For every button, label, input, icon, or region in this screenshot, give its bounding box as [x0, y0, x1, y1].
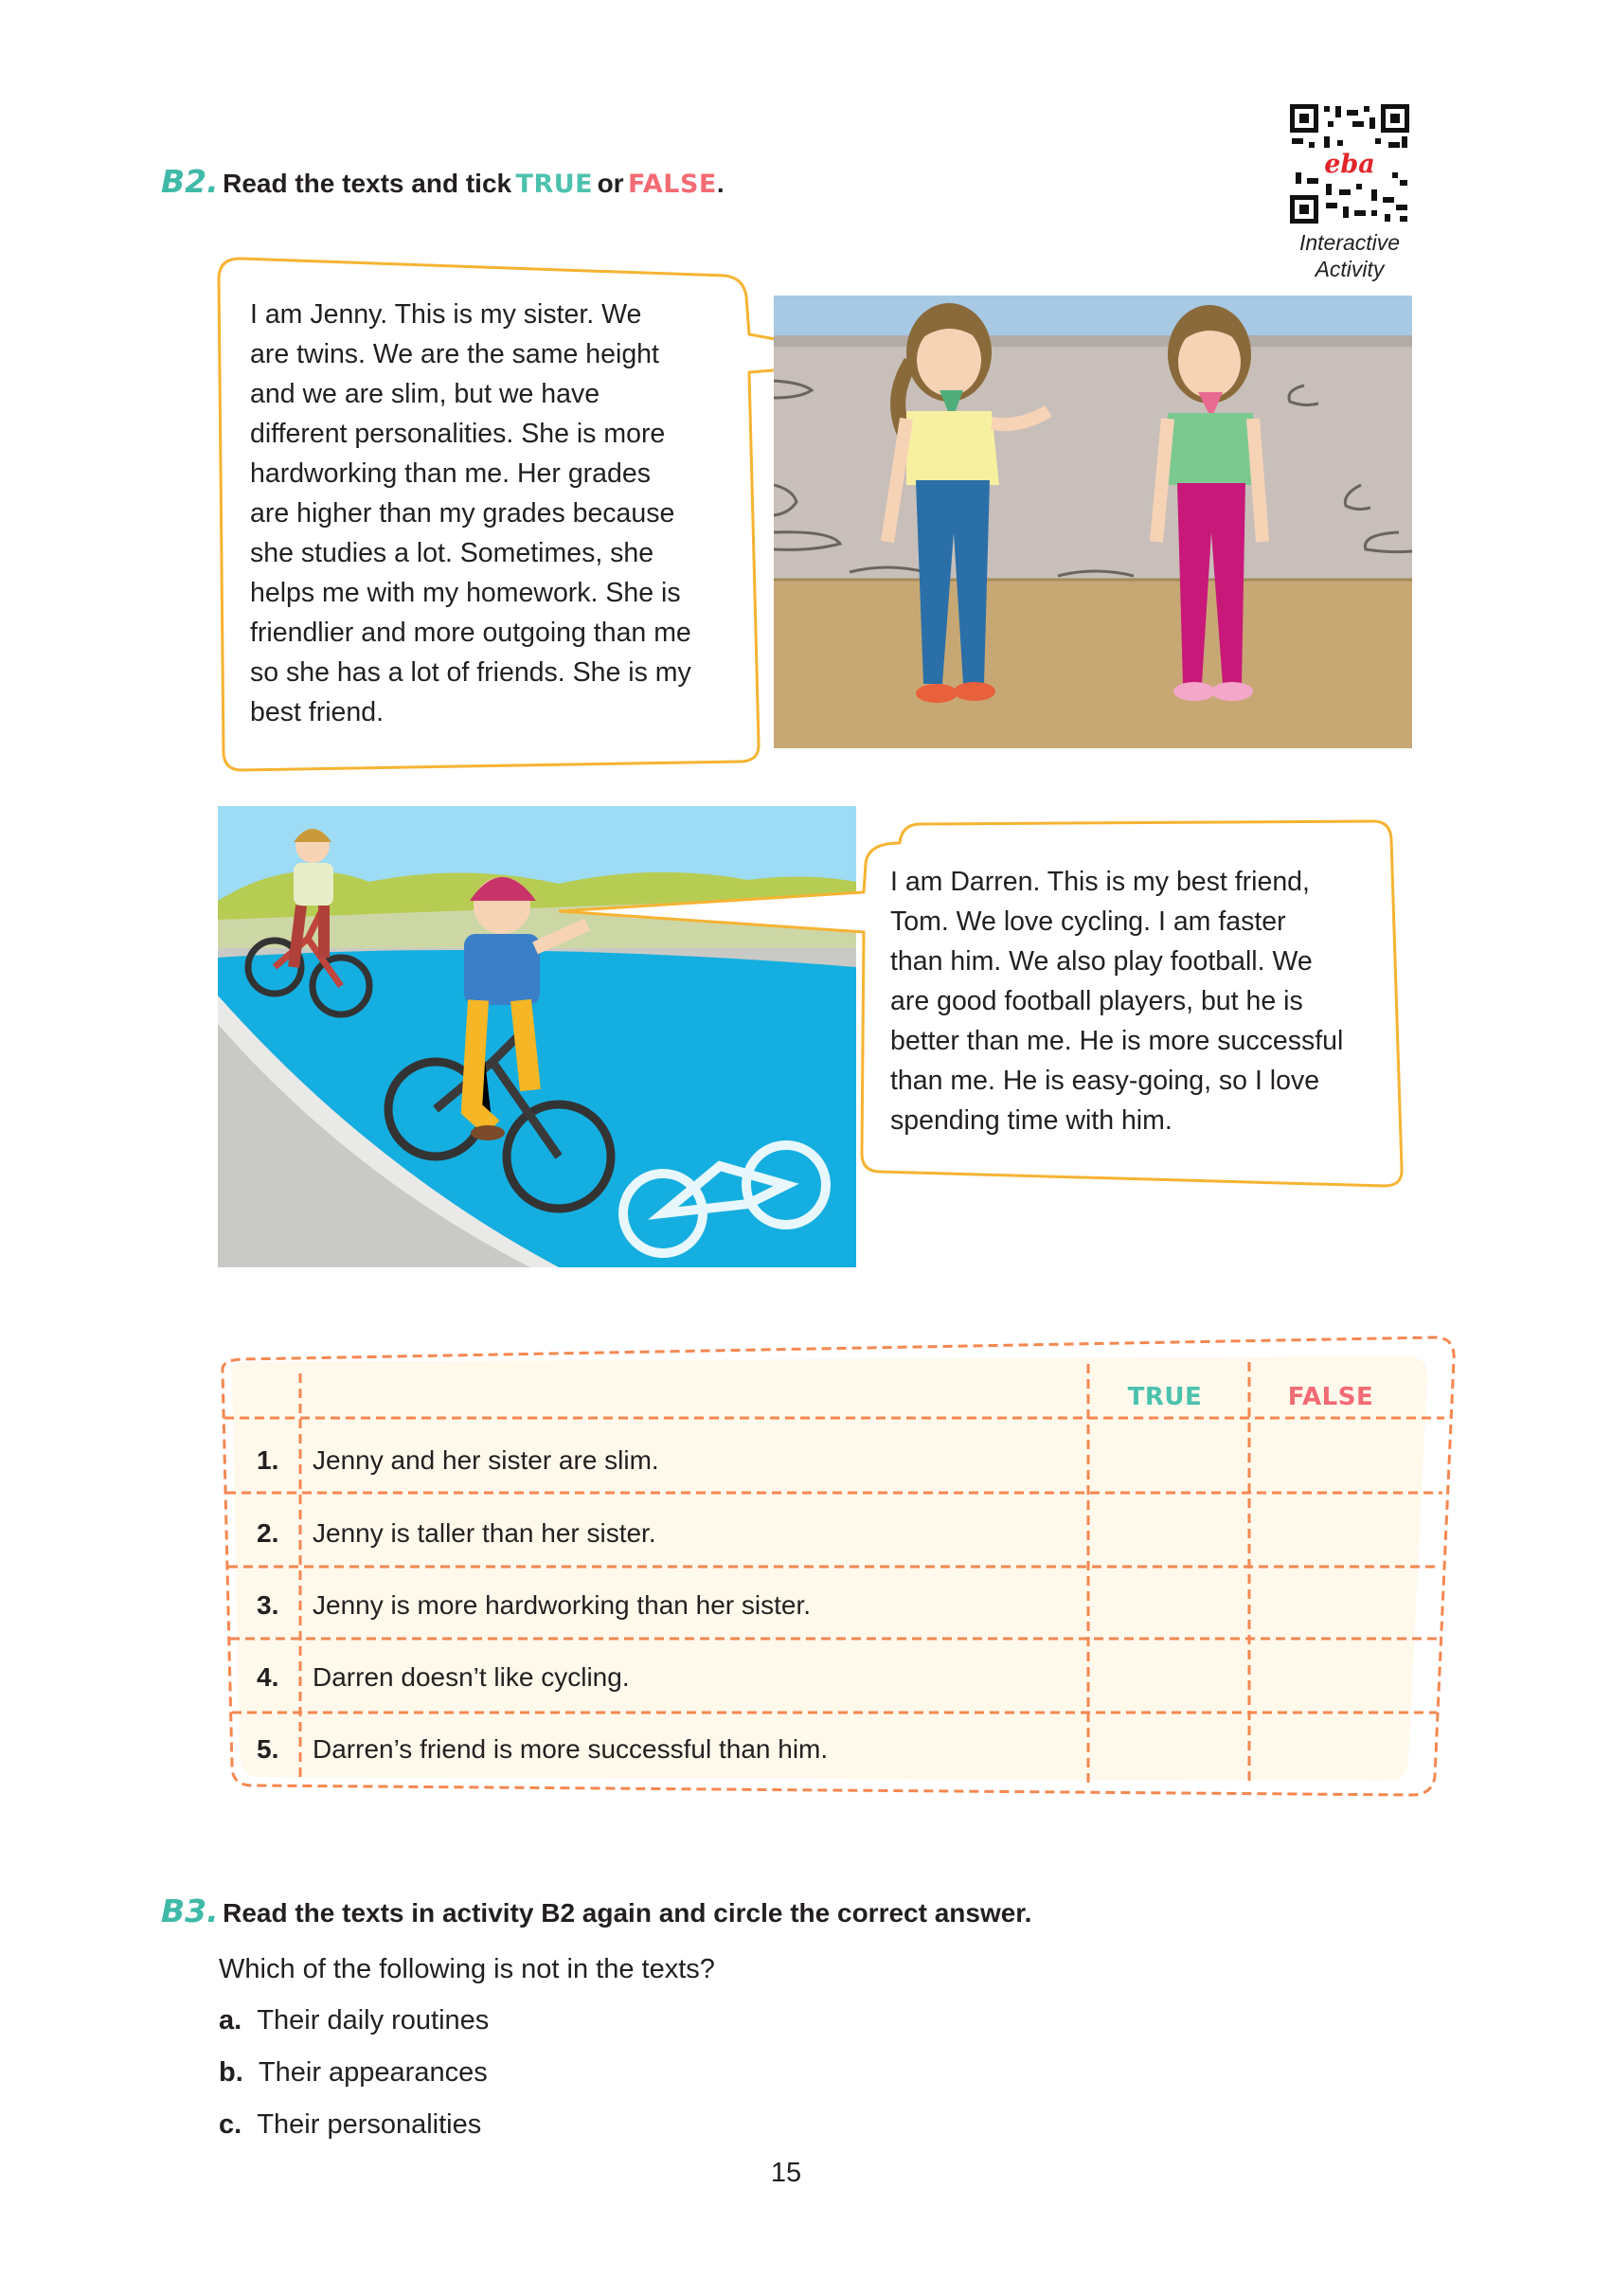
b3-number: B3. [161, 1892, 219, 1929]
table-row: 2. Jenny is taller than her sister. [257, 1518, 656, 1548]
darren-text: I am Darren. This is my best friend, Tom. We love cycling. I am faster than him. We also play football. We are good football players, but he is better than me. He is more successful than me. He is easy-going, so I love spending time with him. [890, 867, 1344, 1136]
b2-true-word: TRUE [515, 170, 594, 199]
b2-number: B2. [161, 163, 219, 200]
b3-option-b[interactable]: b. Their appearances [219, 2057, 488, 2088]
true-cell-4[interactable] [1091, 1641, 1248, 1711]
table-false-header: FALSE [1287, 1383, 1374, 1411]
false-cell-3[interactable] [1252, 1569, 1409, 1637]
jenny-text: I am Jenny. This is my sister. We are twins. We are the same height and we are slim, but we have different personalities. She is more hardworking than me. Her grades are higher than my grades because she studies a lot. Sometimes, she helps me with my homework. She is friendlier and more outgoing than me so she has a lot of friends. She is my best friend. [250, 299, 691, 727]
b3-instruction: Read the texts in activity B2 again and circle the correct answer. [223, 1898, 1032, 1928]
true-cell-2[interactable] [1091, 1495, 1248, 1565]
twins-illustration [774, 296, 1412, 748]
table-row: 1. Jenny and her sister are slim. [257, 1445, 659, 1475]
false-cell-1[interactable] [1252, 1421, 1409, 1491]
true-cell-3[interactable] [1091, 1569, 1248, 1637]
b3-option-a[interactable]: a. Their daily routines [219, 2005, 490, 2036]
b2-instruction: Read the texts and tick [223, 169, 512, 198]
table-row: 3. Jenny is more hardworking than her sister. [257, 1590, 812, 1620]
page-number: 15 [770, 2158, 802, 2188]
b2-or: or [597, 169, 624, 198]
qr-code[interactable] [1290, 104, 1409, 224]
true-cell-1[interactable] [1091, 1421, 1248, 1491]
false-cell-4[interactable] [1252, 1641, 1409, 1711]
b2-false-word: FALSE [628, 170, 717, 199]
table-true-header: TRUE [1127, 1383, 1203, 1411]
table-row: 4. Darren doesn’t like cycling. [257, 1662, 630, 1692]
eba-logo: eba [1324, 150, 1375, 179]
table-row: 5. Darren’s friend is more successful than him. [257, 1734, 829, 1764]
false-cell-2[interactable] [1252, 1495, 1409, 1565]
false-cell-5[interactable] [1252, 1714, 1409, 1785]
b3-question: Which of the following is not in the texts? [219, 1954, 715, 1984]
b2-heading: B2. Read the texts and tick TRUE or FALSE. [161, 163, 725, 200]
true-cell-5[interactable] [1091, 1714, 1248, 1785]
qr-code-icon [1290, 104, 1409, 224]
b3-option-c[interactable]: c. Their personalities [219, 2109, 482, 2140]
b3-heading [161, 1892, 1031, 1929]
qr-caption: Interactive Activity [1298, 230, 1401, 281]
